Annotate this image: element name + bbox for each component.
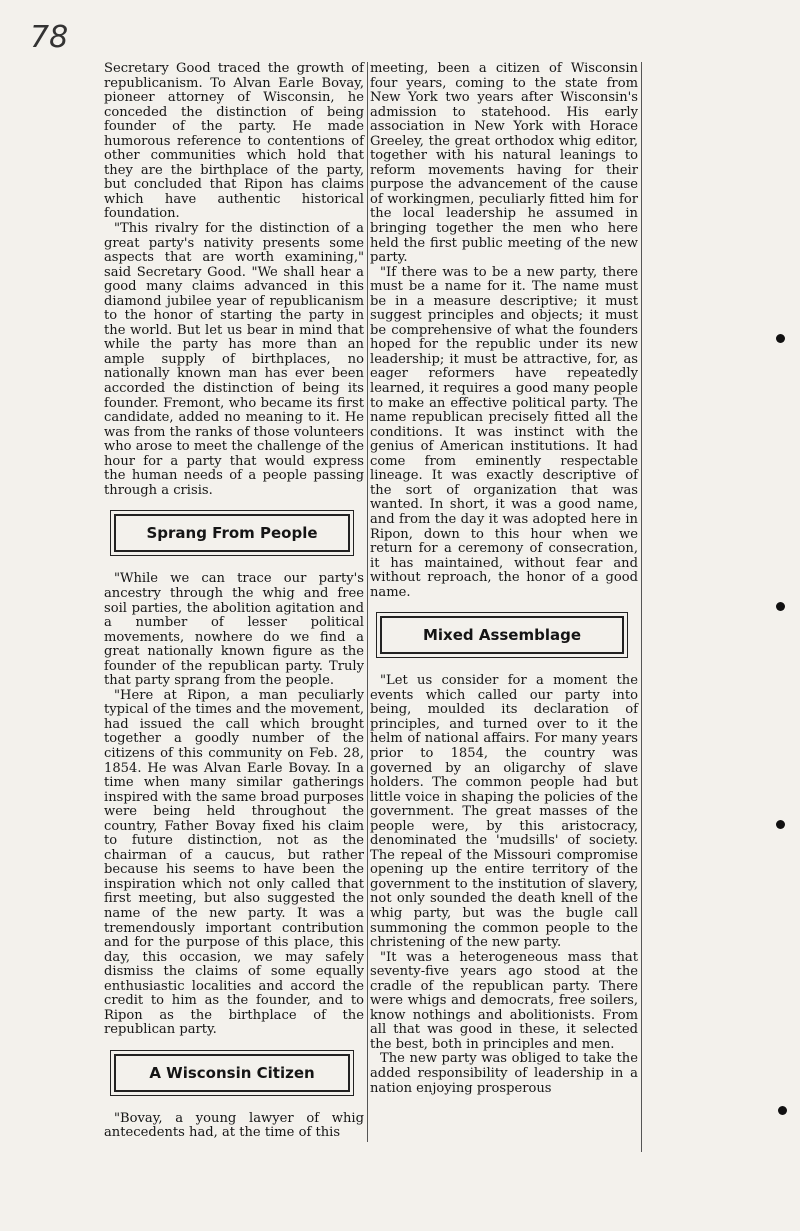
section-heading: Mixed Assemblage [380,616,624,654]
punch-hole [776,334,785,343]
section-heading-box [110,1050,354,1096]
paragraph: "Let us consider for a moment the events which called our party into being, moulded its declaration of principles, and turned over to it the helm of national affairs. For many years prior to 1854, the country was governed by an oligarchy of slave holders. The common people had but little voice in shaping the policies of the government. The great masses of the people were, by this aristocracy, denominated the 'mudsills' of society. The repeal of the Missouri compromise opening up the entire territory of the government to the institution of slavery, not only sounded the death knell of the whig party, but was the bugle call summoning the common people to the christening of the new party. [370,673,638,951]
column-rule-left [367,62,368,1142]
punch-hole [776,820,785,829]
section-heading-box [376,612,628,658]
section-heading: Sprang From People [114,514,350,552]
paragraph: meeting, been a citizen of Wisconsin four years, coming to the state from New York two years after Wisconsin's admission to statehood. His early association in New York with Horace Greeley, the great orthodox whig editor, together with his natural leanings to reform movements having for their purpose the advancement of the cause of workingmen, peculiarly fitted him for the local leadership he assumed in bringing together the men who here held the first public meeting of the new party. [370,61,638,266]
paragraph: "Here at Ripon, a man peculiarly typical of the times and the movement, had issued the call which brought together a goodly number of the citizens of this community on Feb. 28, 1854. He was Alvan Earle Bovay. In a time when many similar gatherings inspired with the same broad purposes were being held throughout the country, Father Bovay fixed his claim to future distinction, not as the chairman of a caucus, but rather because his seems to have been the inspiration which not only called that first meeting, but also suggested the name of the new party. It was a tremendously important contribution and for the purpose of this place, this day, this occasion, we may safely dismiss the claims of some equally enthusiastic localities and accord the credit to him as the founder, and to Ripon as the birthplace of the republican party. [104,687,364,1038]
article-column-left [104,62,364,1141]
article-column-right [370,62,638,1096]
paragraph: "Bovay, a young lawyer of whig antecedents had, at the time of this [104,1110,364,1141]
paragraph: The new party was obliged to take the added responsibility of leadership in a nation enjoying prosperous [370,1051,638,1096]
column-rule-right [641,62,642,1152]
punch-hole [776,602,785,611]
paragraph: "If there was to be a new party, there must be a name for it. The name must be in a measure descriptive; it must suggest principles and objects; it must be comprehensive of what the founders hoped for the republic under its new leadership; it must be attractive, for, as eager reformers have repeatedly learned, it requires a good many people to make an effective political party. The name republican precisely fitted all the conditions. It was instinct with the genius of American institutions. It had come from eminently respectable lineage. It was exactly descriptive of the sort of organization that was wanted. In short, it was a good name, and from the day it was adopted here in Ripon, down to this hour when we return for a ceremony of consecration, it has maintained, without fear and without reproach, the honor of a good name. [370,264,638,600]
punch-hole [778,1106,787,1115]
paragraph: "This rivalry for the distinction of a great party's nativity presents some aspects that are worth examining," said Secretary Good. "We shall hear a good many claims advanced in this diamond jubilee year of republicanism to the honor of starting the party in the world. But let us bear in mind that while the party has more than an ample supply of birthplaces, no nationally known man has ever been accorded the distinction of being its founder. Fremont, who became its first candidate, added no meaning to it. He was from the ranks of those volunteers who arose to meet the challenge of the hour for a party that would express the human needs of a people passing through a crisis. [104,221,364,498]
paragraph: Secretary Good traced the growth of republicanism. To Alvan Earle Bovay, pioneer attorney of Wisconsin, he conceded the distinction of being founder of the party. He made humorous reference to contentions of other communities which hold that they are the birthplace of the party, but concluded that Ripon has claims which have authentic historical foundation. [104,61,364,222]
paragraph: "It was a heterogeneous mass that seventy-five years ago stood at the cradle of the republican party. There were whigs and democrats, free soilers, know nothings and abolitionists. From all that was good in these, it selected the best, both in principles and men. [370,949,638,1052]
page-number: 78 [30,20,69,55]
paragraph: "While we can trace our party's ancestry through the whig and free soil parties, the abolition agitation and a number of lesser political movements, nowhere do we find a great nationally known figure as the founder of the republican party. Truly that party sprang from the people. [104,571,364,689]
section-heading: A Wisconsin Citizen [114,1054,350,1092]
section-heading-box [110,510,354,556]
